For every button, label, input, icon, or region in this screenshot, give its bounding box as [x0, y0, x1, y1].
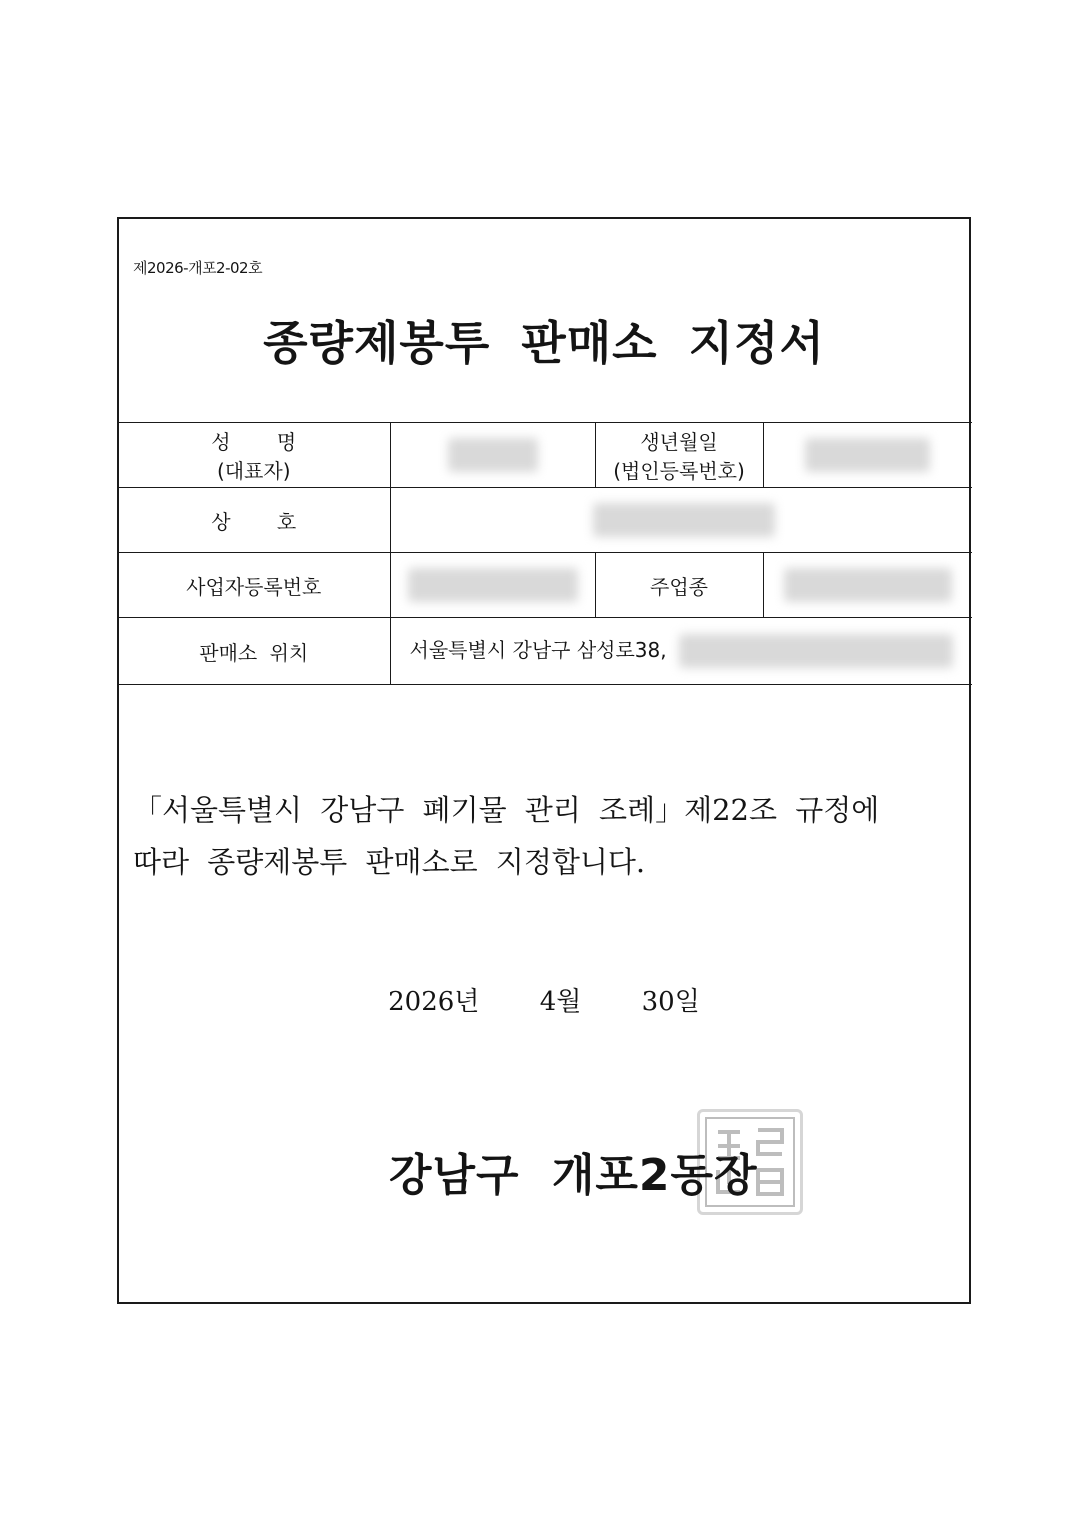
body-line-1: 「서울특별시 강남구 폐기물 관리 조례」제22조 규정에	[133, 793, 880, 827]
document-title: 종량제봉투 판매소 지정서	[263, 316, 825, 370]
birth-label-cell	[595, 423, 763, 488]
business-reg-label: 사업자등록번호	[186, 574, 322, 599]
birth-value-cell	[763, 423, 972, 488]
business-reg-label-cell	[118, 553, 390, 618]
location-value-cell	[390, 618, 972, 685]
issue-date	[119, 981, 969, 1018]
table-row	[118, 488, 972, 553]
name-value-cell	[390, 423, 595, 488]
issuer-name: 강남구 개포2동장	[389, 1150, 758, 1201]
date-month: 4월	[539, 987, 582, 1017]
birth-sub-label: (법인등록번호)	[613, 459, 745, 483]
redacted-location-detail	[679, 634, 953, 668]
redacted-main-business	[784, 568, 952, 602]
name-label-cell	[118, 423, 390, 488]
table-row	[118, 553, 972, 618]
location-label-cell	[118, 618, 390, 685]
redacted-business-reg	[408, 568, 578, 602]
location-label: 판매소 위치	[199, 640, 309, 665]
location-value: 서울특별시 강남구 삼성로38,	[409, 637, 667, 662]
table-row	[118, 423, 972, 488]
document-number: 제2026-개포2-02호	[133, 259, 263, 277]
table-row	[118, 618, 972, 685]
redacted-birth	[805, 438, 930, 472]
body-line-2: 따라 종량제봉투 판매소로 지정합니다.	[133, 845, 646, 879]
trade-name-value-cell	[390, 488, 972, 553]
main-business-value-cell	[763, 553, 972, 618]
birth-label: 생년월일	[640, 430, 718, 454]
redacted-trade-name	[593, 503, 775, 537]
redacted-name	[448, 438, 538, 472]
info-table	[118, 422, 972, 685]
business-reg-value-cell	[390, 553, 595, 618]
main-business-label-cell	[595, 553, 763, 618]
date-year: 2026년	[388, 987, 480, 1017]
date-day: 30일	[641, 987, 700, 1017]
main-business-label: 주업종	[650, 574, 708, 599]
name-sub-label: (대표자)	[216, 459, 291, 483]
trade-name-label: 상 호	[211, 509, 297, 534]
certificate	[117, 217, 971, 1304]
trade-name-label-cell	[118, 488, 390, 553]
name-label: 성 명	[211, 430, 297, 454]
body-text	[133, 784, 959, 888]
